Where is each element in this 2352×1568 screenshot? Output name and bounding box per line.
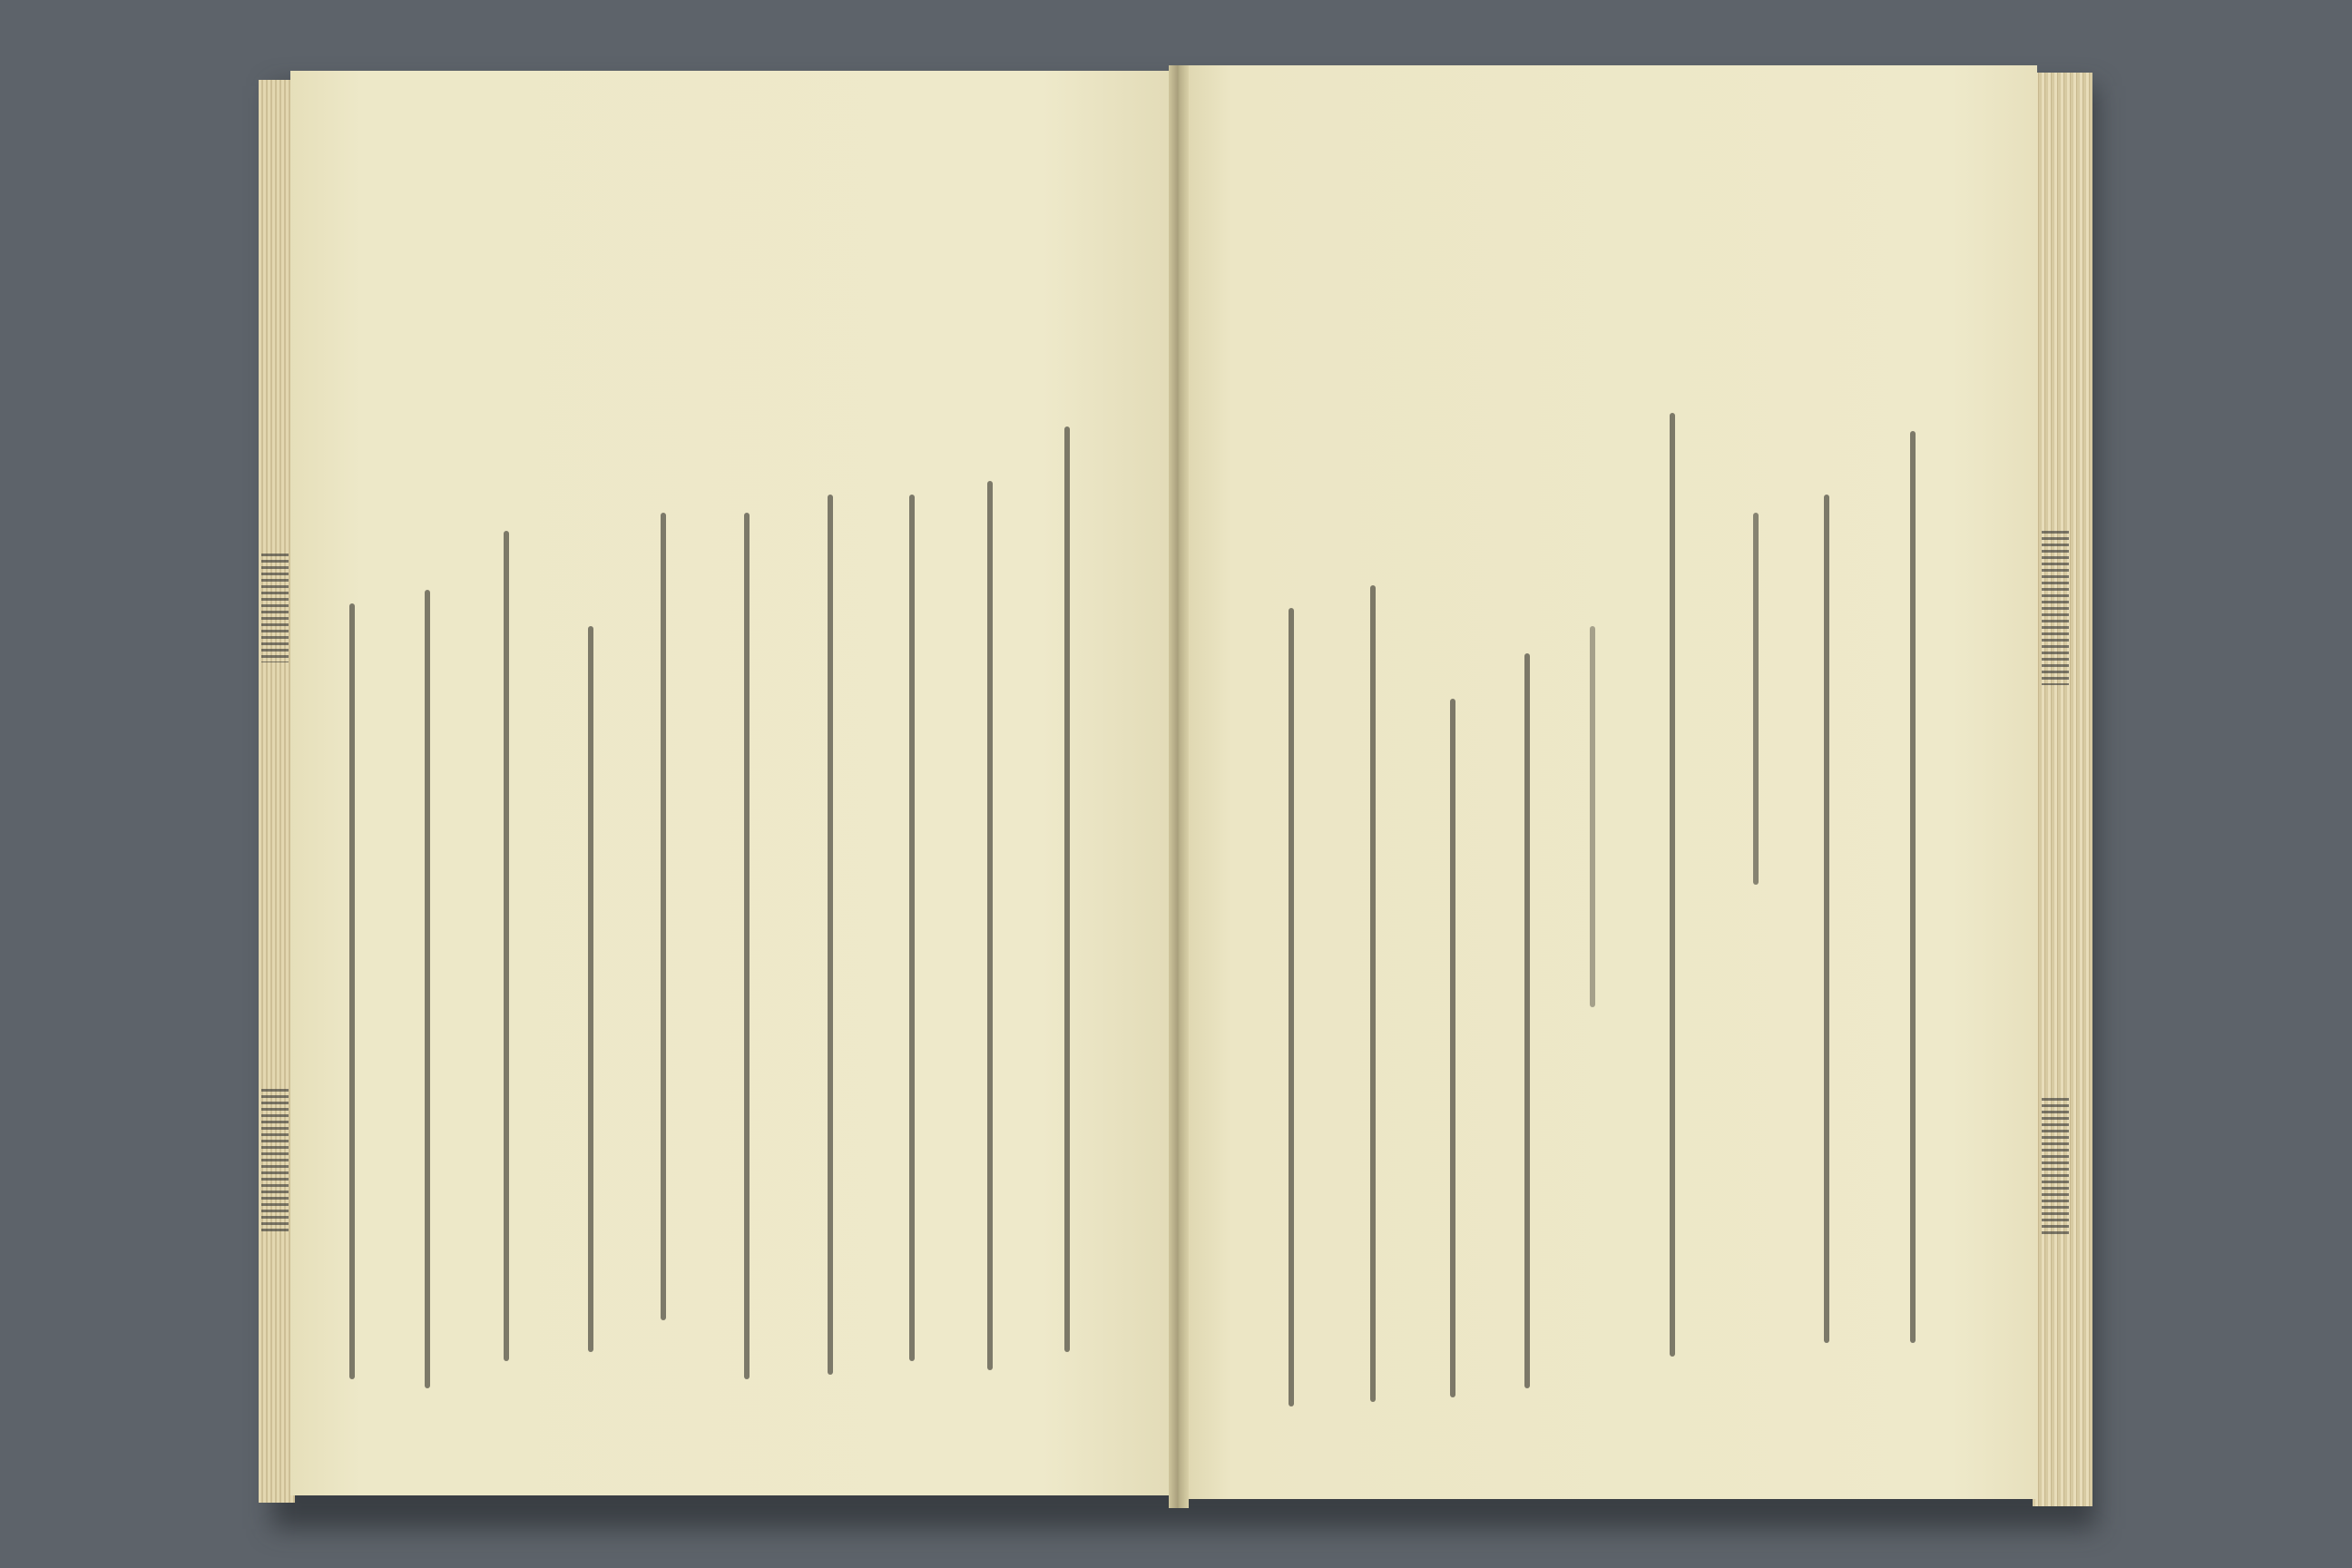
ink-stroke bbox=[1753, 513, 1759, 885]
left-edge-mark-upper bbox=[261, 554, 289, 662]
page-edges-right bbox=[2033, 73, 2092, 1506]
ink-stroke bbox=[1370, 585, 1376, 1402]
left-page bbox=[290, 71, 1175, 1495]
ink-stroke bbox=[1670, 413, 1675, 1357]
ink-stroke bbox=[1824, 495, 1829, 1343]
ink-stroke bbox=[828, 495, 833, 1375]
ink-stroke bbox=[1910, 431, 1916, 1343]
ink-stroke bbox=[588, 626, 593, 1352]
ink-stroke bbox=[909, 495, 915, 1361]
ink-stroke bbox=[425, 590, 430, 1388]
ink-stroke bbox=[1524, 653, 1530, 1388]
ink-stroke bbox=[1064, 426, 1070, 1352]
ink-stroke bbox=[504, 531, 509, 1361]
book-gutter bbox=[1169, 65, 1189, 1508]
ink-stroke bbox=[661, 513, 666, 1320]
ink-stroke bbox=[1590, 626, 1595, 1007]
left-edge-mark-lower bbox=[261, 1089, 289, 1234]
ink-stroke bbox=[349, 603, 355, 1379]
right-page bbox=[1180, 65, 2037, 1499]
right-edge-mark-upper bbox=[2042, 531, 2069, 685]
ink-stroke bbox=[1289, 608, 1294, 1406]
page-edges-left bbox=[259, 80, 295, 1503]
right-edge-mark-lower bbox=[2042, 1098, 2069, 1234]
ink-stroke bbox=[987, 481, 993, 1370]
ink-stroke bbox=[1450, 699, 1455, 1397]
ink-stroke bbox=[744, 513, 750, 1379]
